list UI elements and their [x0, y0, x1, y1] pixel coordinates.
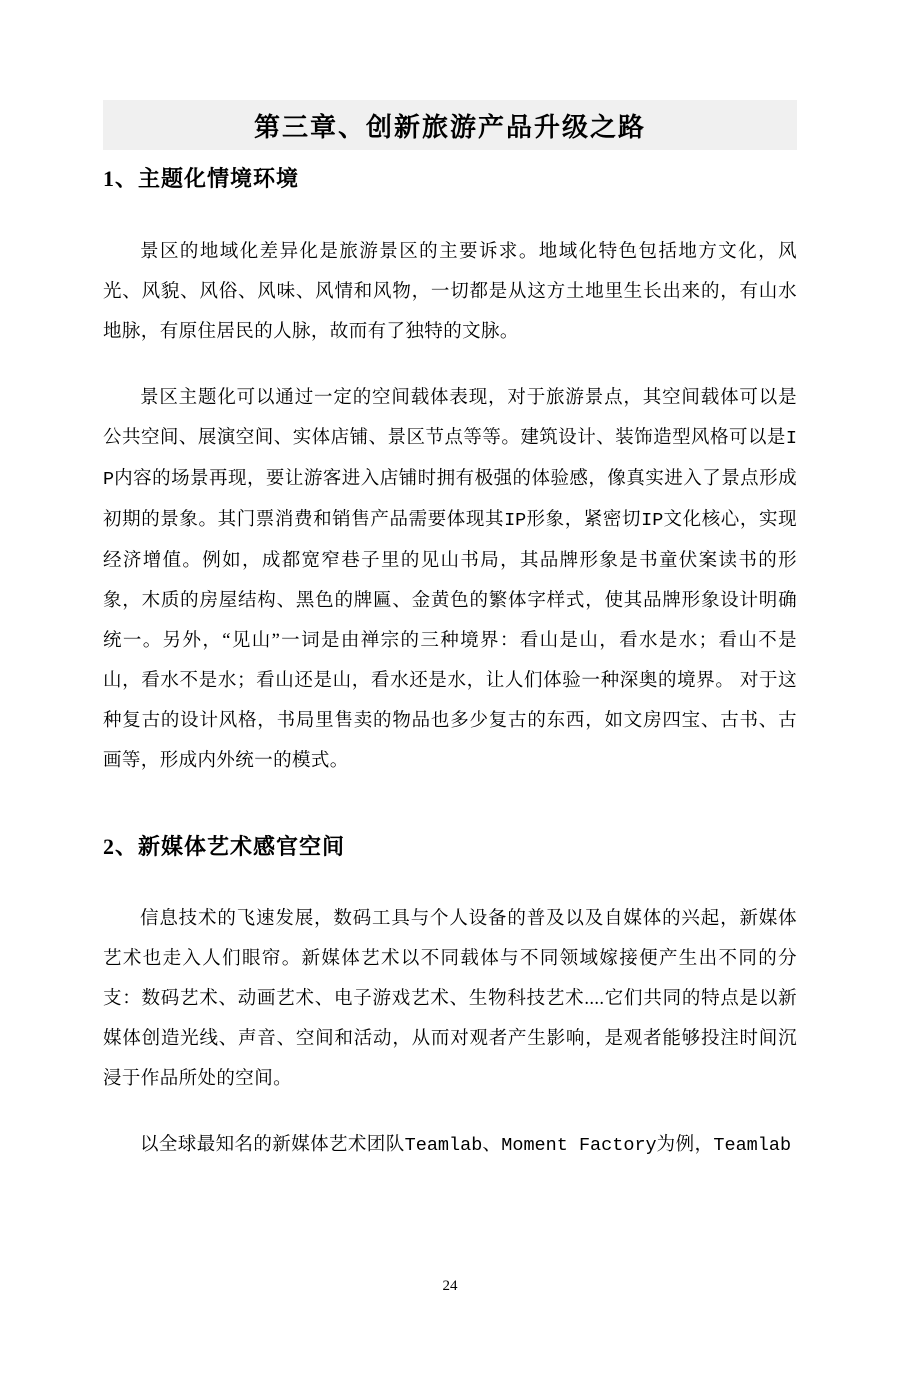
- page-number: 24: [442, 1278, 458, 1294]
- page-title: 第三章、创新旅游产品升级之路: [253, 112, 646, 142]
- section-heading-2: 2、新媒体艺术感官空间: [103, 833, 346, 859]
- paragraph-2: 景区主题化可以通过一定的空间载体表现，对于旅游景点，其空间载体可以是公共空间、展演空间、实体店铺、景区节点等等。建筑设计、装饰造型风格可以是IP内容的场景再现，要让游客进入店铺时拥有极强的体验感，像真实进入了景点形成初期的景象。其门票消费和销售产品需要体现其IP形象，紧密切IP文化核心，实现经济增值。例如，成都宽窄巷子里的见山书局，其品牌形象是书童伏案读书的形象，木质的房屋结构、黑色的牌匾、金黄色的繁体字样式，使其品牌形象设计明确统一。另外，“见山”一词是由禅宗的三种境界：看山是山，看水是水；看山不是山，看水不是水；看山还是山，看水还是水，让人们体验一种深奥的境界。 对于这种复古的设计风格，书局里售卖的物品也多少复古的东西，如文房四宝、古书、古画等，形成内外统一的模式。: [103, 387, 798, 771]
- spacer: [103, 352, 797, 378]
- spacer: [103, 781, 797, 833]
- document-body: [103, 165, 797, 1166]
- latin-run: Teamlab: [713, 1135, 792, 1157]
- paragraph-1: 景区的地域化差异化是旅游景区的主要诉求。地域化特色包括地方文化，风光、风貌、风俗、风味、风情和风物，一切都是从这方土地里生长出来的，有山水地脉，有原住居民的人脉，故而有了独特的文脉。: [103, 241, 797, 342]
- paragraph-3: 信息技术的飞速发展，数码工具与个人设备的普及以及自媒体的兴起，新媒体艺术也走入人们眼帘。新媒体艺术以不同载体与不同领域嫁接便产生出不同的分支：数码艺术、动画艺术、电子游戏艺术、生物科技艺术....它们共同的特点是以新媒体创造光线、声音、空间和活动，从而对观者产生影响，是观者能够投注时间沉浸于作品所处的空间。: [103, 909, 797, 1090]
- spacer: [103, 861, 797, 899]
- latin-run: Teamlab: [404, 1135, 483, 1157]
- latin-run: IP: [641, 509, 664, 531]
- latin-run: IP: [103, 427, 797, 490]
- chapter-title-band: [103, 100, 797, 150]
- spacer: [103, 194, 797, 232]
- latin-run: Moment Factory: [501, 1135, 657, 1157]
- spacer: [103, 1099, 797, 1125]
- section-heading-1: 1、主题化情境环境: [103, 166, 300, 191]
- latin-run: IP: [504, 509, 527, 531]
- paragraph-4: 以全球最知名的新媒体艺术团队Teamlab、Moment Factory为例，Teamlab: [140, 1135, 792, 1157]
